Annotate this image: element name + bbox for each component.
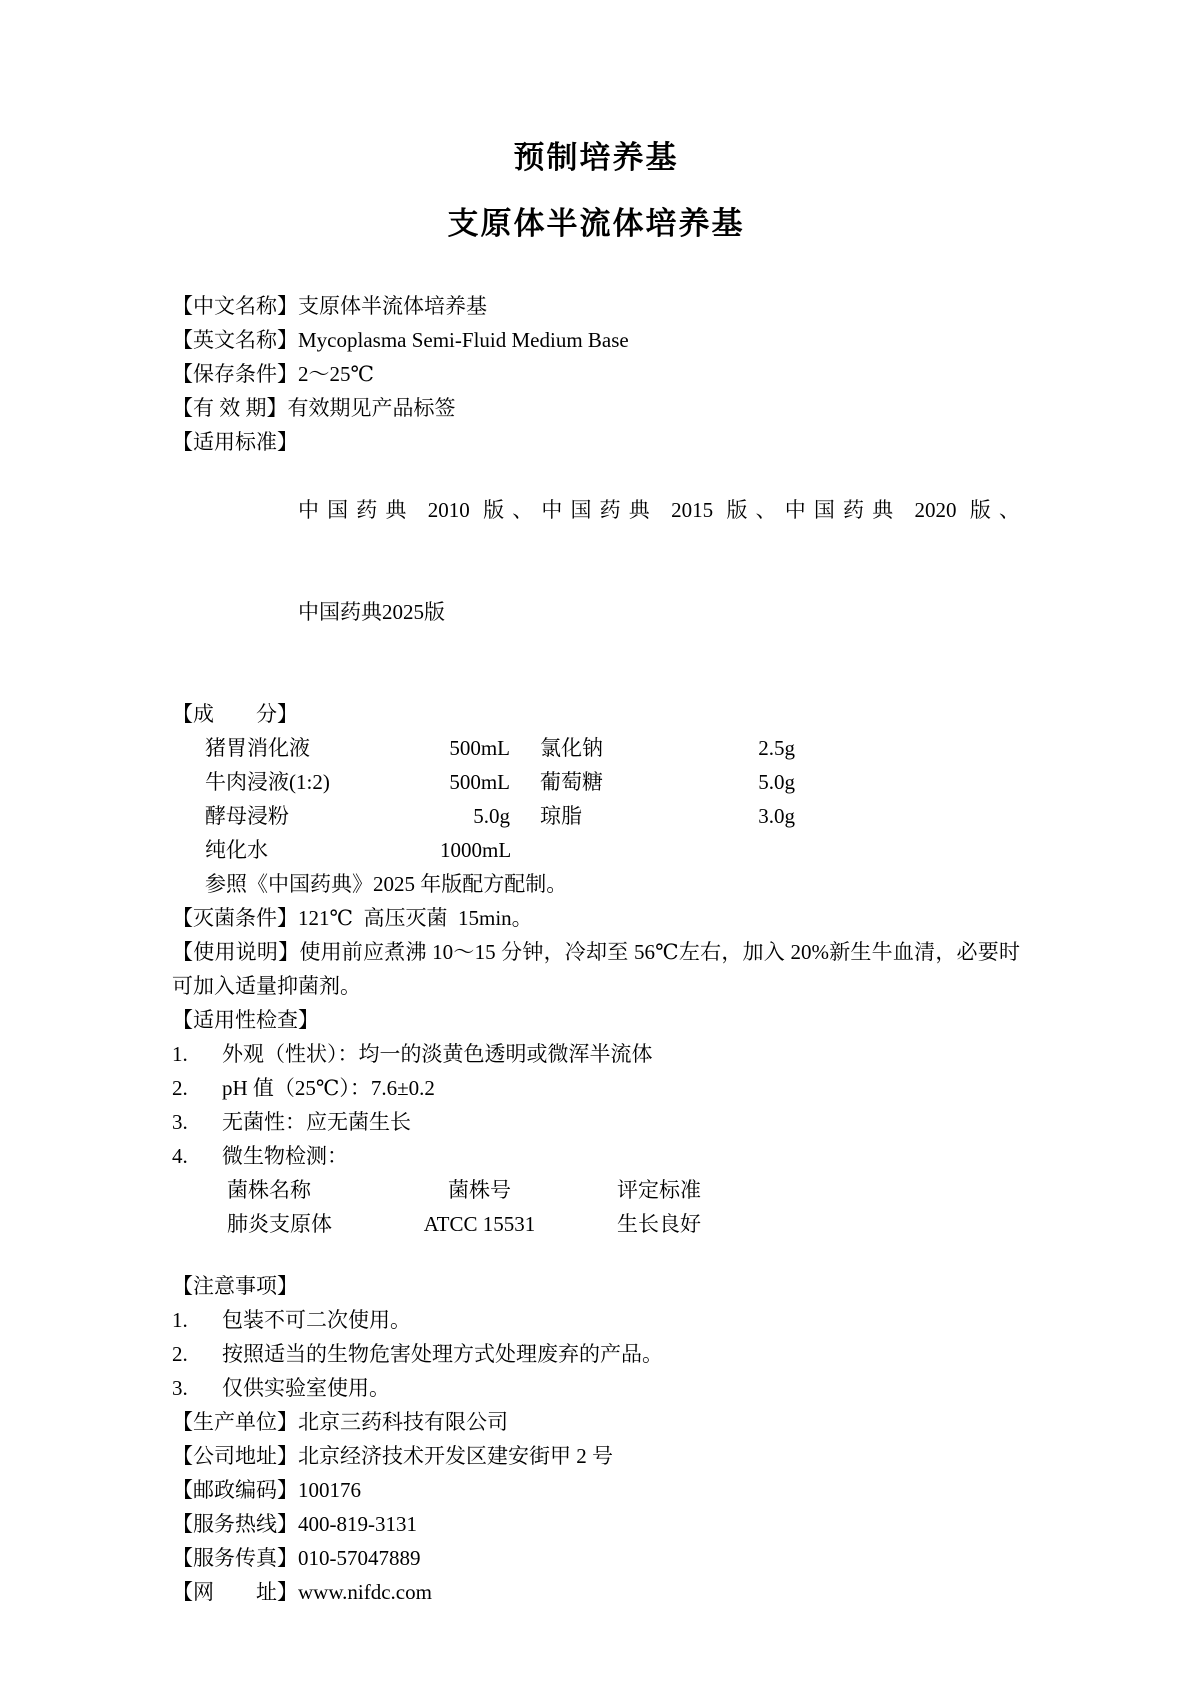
field-hotline [172, 1507, 1020, 1541]
item-text: 按照适当的生物危害处理方式处理废弃的产品。 [222, 1342, 663, 1366]
field-en-name-label: 【英文名称】 [172, 328, 298, 352]
usage-line2: 可加入适量抑菌剂。 [172, 974, 361, 998]
item-number: 4. [172, 1144, 188, 1168]
field-address-value: 北京经济技术开发区建安街甲 2 号 [298, 1444, 613, 1468]
ingredient-qty: 500mL [449, 770, 510, 794]
field-website-value: www.nifdc.com [298, 1580, 432, 1604]
field-storage-value: 2～25℃ [298, 362, 374, 386]
field-website-label: 【网 址】 [172, 1580, 298, 1604]
item-number: 3. [172, 1110, 188, 1134]
usage-label: 【使用说明】 [172, 940, 300, 964]
item-text: 包装不可二次使用。 [222, 1308, 411, 1332]
ingredient-qty: 3.0g [758, 804, 795, 828]
precaution-item [172, 1337, 1020, 1371]
field-hotline-value: 400-819-3131 [298, 1512, 417, 1536]
ingredient-qty: 1000mL [440, 838, 512, 862]
field-en-name-value: Mycoplasma Semi-Fluid Medium Base [298, 328, 629, 352]
ingredient-name [510, 833, 700, 867]
item-text: pH 值（25℃）：7.6±0.2 [222, 1076, 435, 1100]
field-storage [172, 357, 1020, 391]
usage-line1 [172, 935, 1020, 969]
precautions-label: 【注意事项】 [172, 1274, 298, 1298]
field-website [172, 1575, 1020, 1609]
strain-table [227, 1173, 1020, 1241]
field-standard-label: 【适用标准】 [172, 430, 298, 454]
composition-note: 参照《中国药典》2025 年版配方配制。 [205, 872, 568, 896]
composition-row [205, 833, 1020, 867]
suitability-item [172, 1037, 1020, 1071]
field-cn-name-label: 【中文名称】 [172, 294, 298, 318]
ingredient-name: 葡萄糖 [540, 770, 603, 794]
composition-row [205, 731, 1020, 765]
ingredient-name: 猪胃消化液 [205, 736, 310, 760]
field-standard-line1: 中国药典 2010 版、中国药典 2015 版、中国药典 2020 版、 [298, 498, 1020, 522]
field-cn-name [172, 289, 1020, 323]
field-fax [172, 1541, 1020, 1575]
composition-table [205, 731, 1020, 867]
field-hotline-label: 【服务热线】 [172, 1512, 298, 1536]
precaution-item [172, 1303, 1020, 1337]
field-sterilization [172, 901, 1020, 935]
ingredient-qty: 5.0g [473, 804, 510, 828]
field-zipcode-value: 100176 [298, 1478, 361, 1502]
item-text: 无菌性：应无菌生长 [222, 1110, 411, 1134]
ingredient-qty: 2.5g [758, 736, 795, 760]
field-address-label: 【公司地址】 [172, 1444, 298, 1468]
document-title: 预制培养基 [513, 140, 679, 175]
strain-header-criteria: 评定标准 [617, 1178, 701, 1202]
field-validity-label: 【有 效 期】 [172, 396, 288, 420]
strain-header-name: 菌株名称 [227, 1178, 311, 1202]
field-validity-value: 有效期见产品标签 [287, 396, 456, 420]
ingredient-name: 纯化水 [205, 838, 268, 862]
field-fax-label: 【服务传真】 [172, 1546, 298, 1570]
strain-table-header [227, 1173, 1020, 1207]
composition-label: 【成 分】 [172, 702, 298, 726]
field-sterilization-value: 121℃ 高压灭菌 15min。 [298, 906, 533, 930]
item-number: 1. [172, 1042, 188, 1066]
field-cn-name-value: 支原体半流体培养基 [298, 294, 487, 318]
strain-number: ATCC 15531 [423, 1212, 536, 1236]
usage-value-line1: 使用前应煮沸 10～15 分钟，冷却至 56℃左右，加入 20%新生牛血清，必要时 [299, 940, 1021, 964]
strain-result: 生长良好 [617, 1212, 701, 1236]
precaution-item [172, 1371, 1020, 1405]
composition-row [205, 799, 1020, 833]
field-standard-value [298, 425, 1020, 697]
ingredient-qty [700, 833, 795, 867]
suitability-item [172, 1105, 1020, 1139]
composition-row [205, 765, 1020, 799]
ingredient-name: 氯化钠 [540, 736, 603, 760]
document-subtitle: 支原体半流体培养基 [447, 206, 745, 241]
field-validity [172, 391, 1020, 425]
field-standard [172, 425, 1020, 697]
ingredient-qty: 500mL [449, 736, 510, 760]
ingredient-name: 琼脂 [540, 804, 582, 828]
field-zipcode [172, 1473, 1020, 1507]
item-text: 外观（性状）：均一的淡黄色透明或微浑半流体 [222, 1042, 653, 1066]
field-standard-line2: 中国药典2025版 [298, 600, 445, 624]
suitability-label: 【适用性检查】 [172, 1008, 319, 1032]
suitability-item [172, 1071, 1020, 1105]
document-body [172, 289, 1020, 1609]
field-zipcode-label: 【邮政编码】 [172, 1478, 298, 1502]
item-text: 仅供实验室使用。 [222, 1376, 390, 1400]
strain-header-number: 菌株号 [448, 1178, 511, 1202]
ingredient-name: 牛肉浸液(1:2) [205, 770, 330, 794]
field-producer [172, 1405, 1020, 1439]
field-storage-label: 【保存条件】 [172, 362, 298, 386]
field-fax-value: 010-57047889 [298, 1546, 421, 1570]
item-number: 3. [172, 1376, 188, 1400]
field-address [172, 1439, 1020, 1473]
item-number: 2. [172, 1342, 188, 1366]
strain-table-row [227, 1207, 1020, 1241]
item-number: 2. [172, 1076, 188, 1100]
ingredient-qty: 5.0g [758, 770, 795, 794]
strain-name: 肺炎支原体 [227, 1212, 332, 1236]
field-producer-value: 北京三药科技有限公司 [298, 1410, 508, 1434]
field-sterilization-label: 【灭菌条件】 [172, 906, 298, 930]
field-en-name [172, 323, 1020, 357]
field-producer-label: 【生产单位】 [172, 1410, 298, 1434]
ingredient-name: 酵母浸粉 [205, 804, 289, 828]
item-number: 1. [172, 1308, 188, 1332]
suitability-item [172, 1139, 1020, 1173]
item-text: 微生物检测： [222, 1144, 348, 1168]
